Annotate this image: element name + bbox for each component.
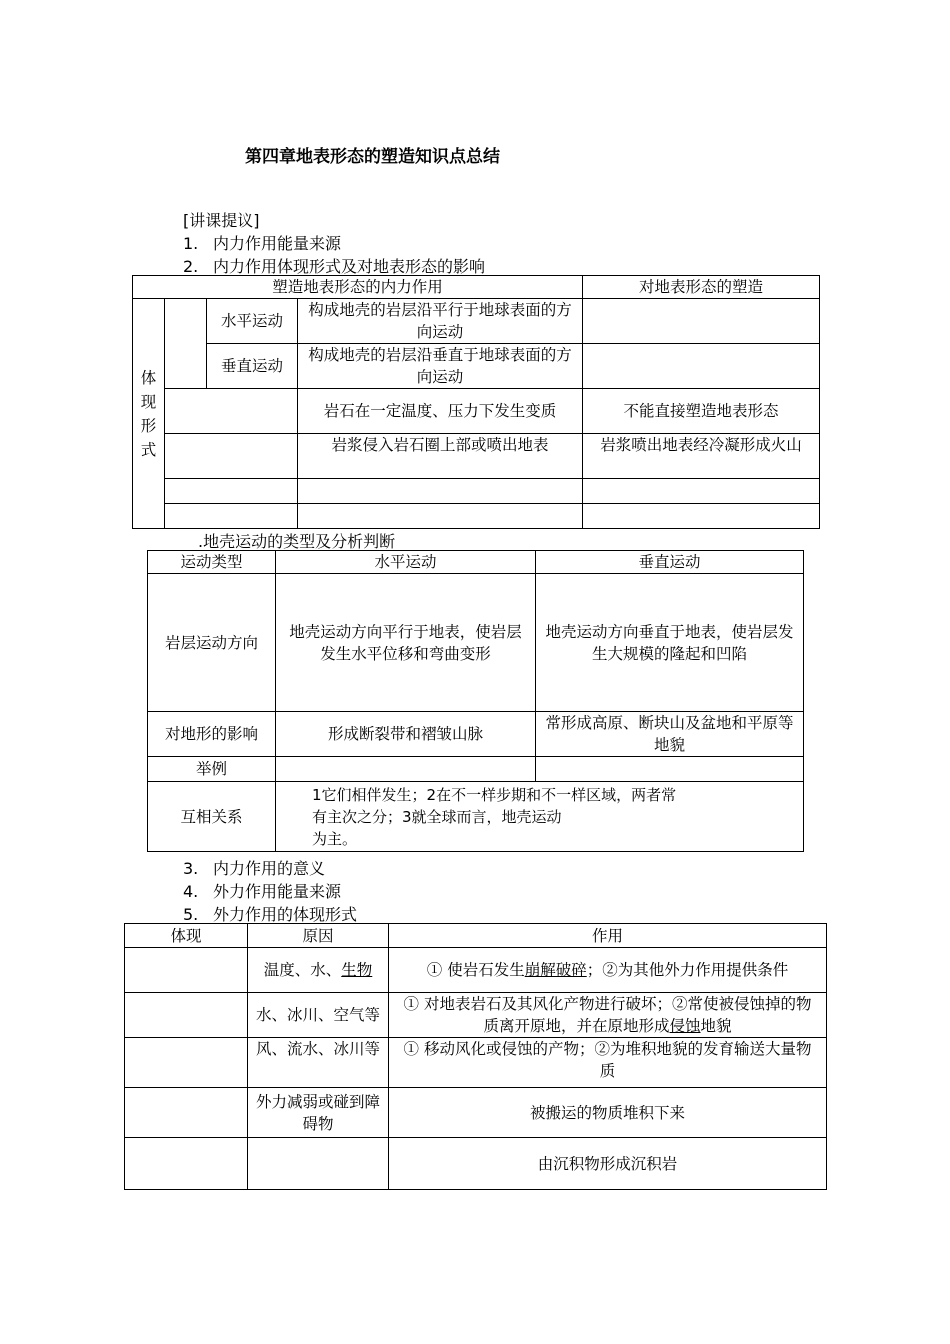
table-cell <box>125 993 248 1038</box>
list-item <box>183 231 341 254</box>
table-cell <box>583 299 820 344</box>
list-text: 外力作用能量来源 <box>213 882 342 901</box>
table-cell: 地壳运动方向平行于地表，使岩层发生水平位移和弯曲变形 <box>276 574 536 712</box>
table-cell <box>583 344 820 389</box>
table-cell <box>125 1038 248 1088</box>
table-cell <box>125 1088 248 1138</box>
table-cell: 常形成高原、断块山及盆地和平原等地貌 <box>536 712 804 757</box>
table-cell <box>536 757 804 782</box>
crustal-movement-table <box>147 550 804 852</box>
table-cell: 构成地壳的岩层沿平行于地球表面的方向运动 <box>298 299 583 344</box>
list-item: 4. 外力作用能量来源 <box>183 882 342 901</box>
list-text: 内力作用的意义 <box>213 859 326 878</box>
table-cell: 构成地壳的岩层沿垂直于地球表面的方向运动 <box>298 344 583 389</box>
list-number: 1. <box>183 234 199 253</box>
table-cell <box>165 389 298 434</box>
table-cell <box>125 1138 248 1190</box>
endogenic-forces-table <box>132 275 820 529</box>
table-cell <box>583 479 820 504</box>
table-cell: ① 移动风化或侵蚀的产物；②为堆积地貌的发育输送大量物质 <box>389 1038 827 1088</box>
list-item: 3. 内力作用的意义 <box>183 859 326 878</box>
table-cell: 形成断裂带和褶皱山脉 <box>276 712 536 757</box>
table-cell <box>298 504 583 529</box>
table-cell: 垂直运动 <box>207 344 298 389</box>
table-cell: 举例 <box>148 757 276 782</box>
table-cell <box>165 504 298 529</box>
table-cell: 由沉积物形成沉积岩 <box>389 1138 827 1190</box>
table-header: 作用 <box>389 924 827 948</box>
table-cell <box>165 299 207 389</box>
table-cell: 风、流水、冰川等 <box>248 1038 389 1088</box>
list-item: 5. 外力作用的体现形式 <box>183 905 358 924</box>
table-cell: ① 对地表岩石及其风化产物进行破坏；②常使被侵蚀掉的物质离开原地，并在原地形成侵蚀地貌 <box>389 993 827 1038</box>
section-title: .地壳运动的类型及分析判断 <box>198 532 396 551</box>
table-cell: 岩浆侵入岩石圈上部或喷出地表 <box>298 434 583 479</box>
table-cell: 对地形的影响 <box>148 712 276 757</box>
table-cell <box>165 434 298 479</box>
relation-cell: 1它们相伴发生；2在不一样步期和不一样区域，两者常 有主次之分；3就全球而言，地壳运动 为主。 <box>276 782 804 852</box>
table-cell: 互相关系 <box>148 782 276 852</box>
table-header: 原因 <box>248 924 389 948</box>
table-cell <box>125 948 248 993</box>
table-cell <box>248 1138 389 1190</box>
table-header: 塑造地表形态的内力作用 <box>133 276 583 299</box>
list-text: 外力作用的体现形式 <box>213 905 358 924</box>
list-item <box>183 254 485 277</box>
table-cell <box>583 504 820 529</box>
page-title: 第四章地表形态的塑造知识点总结 <box>245 147 500 167</box>
table-cell: 外力减弱或碰到障碍物 <box>248 1088 389 1138</box>
table-header: 垂直运动 <box>536 551 804 574</box>
table-header: 水平运动 <box>276 551 536 574</box>
table-cell: 温度、水、生物 <box>248 948 389 993</box>
table-cell: 水、冰川、空气等 <box>248 993 389 1038</box>
table-header: 对地表形态的塑造 <box>583 276 820 299</box>
table-cell: 不能直接塑造地表形态 <box>583 389 820 434</box>
table-cell: 地壳运动方向垂直于地表，使岩层发生大规模的隆起和凹陷 <box>536 574 804 712</box>
table-cell: 岩石在一定温度、压力下发生变质 <box>298 389 583 434</box>
table-cell <box>276 757 536 782</box>
table-cell <box>298 479 583 504</box>
table-cell: ① 使岩石发生崩解破碎；②为其他外力作用提供条件 <box>389 948 827 993</box>
table-header: 运动类型 <box>148 551 276 574</box>
intro-text: [讲课提议] <box>183 211 260 230</box>
table-header: 体现 <box>125 924 248 948</box>
table-cell: 被搬运的物质堆积下来 <box>389 1088 827 1138</box>
exogenic-forces-table <box>124 923 827 1190</box>
table-cell: 水平运动 <box>207 299 298 344</box>
side-label: 体 现 形 式 <box>133 299 165 529</box>
list-number: 2. <box>183 257 199 276</box>
list-text: 内力作用能量来源 <box>213 234 342 253</box>
table-cell: 岩浆喷出地表经冷凝形成火山 <box>583 434 820 479</box>
table-cell <box>165 479 298 504</box>
list-text: 内力作用体现形式及对地表形态的影响 <box>213 257 486 276</box>
table-cell: 岩层运动方向 <box>148 574 276 712</box>
